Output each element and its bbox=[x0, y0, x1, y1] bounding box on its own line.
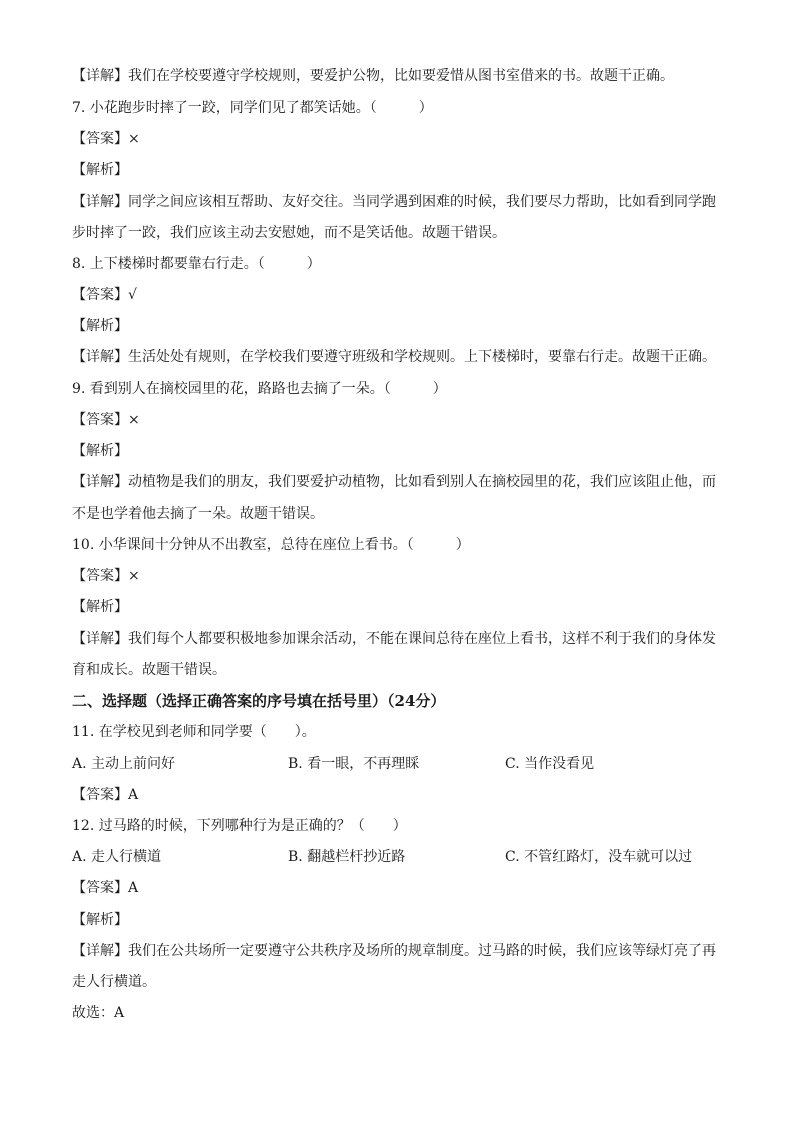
answer-q10: 【答案】× bbox=[72, 568, 140, 584]
question-10: 10. 小华课间十分钟从不出教室，总待在座位上看书。（ ） bbox=[72, 537, 470, 553]
explanation-q12-line1: 【详解】我们在公共场所一定要遵守公共秩序及场所的规章制度。过马路的时候，我们应该等绿灯亮了再 bbox=[72, 943, 716, 959]
q12-option-a: A. 走人行横道 bbox=[72, 849, 162, 865]
answer-q9: 【答案】× bbox=[72, 412, 140, 428]
q11-option-b: B. 看一眼，不再理睬 bbox=[288, 756, 420, 772]
question-9: 9. 看到别人在摘校园里的花，路路也去摘了一朵。（ ） bbox=[72, 381, 447, 397]
question-11: 11. 在学校见到老师和同学要（ ）。 bbox=[72, 724, 316, 740]
answer-q11: 【答案】A bbox=[72, 787, 139, 803]
explanation-q9-line1: 【详解】动植物是我们的朋友，我们要爱护动植物，比如看到别人在摘校园里的花，我们应该阻止他，而 bbox=[72, 474, 716, 490]
analysis-label-q7: 【解析】 bbox=[72, 162, 128, 178]
q11-option-a: A. 主动上前问好 bbox=[72, 756, 176, 772]
analysis-label-q8: 【解析】 bbox=[72, 318, 128, 334]
final-choice-q12: 故选：A bbox=[72, 1005, 125, 1021]
question-12: 12. 过马路的时候，下列哪种行为是正确的？（ ） bbox=[72, 818, 407, 834]
explanation-q10-line1: 【详解】我们每个人都要积极地参加课余活动，不能在课间总待在座位上看书，这样不利于我们的身体发 bbox=[72, 631, 716, 647]
q11-option-c: C. 当作没看见 bbox=[505, 756, 595, 772]
question-7: 7. 小花跑步时摔了一跤，同学们见了都笑话她。（ ） bbox=[72, 100, 433, 116]
explanation-q7-line1: 【详解】同学之间应该相互帮助、友好交往。当同学遇到困难的时候，我们要尽力帮助，比如看到同学跑 bbox=[72, 194, 716, 210]
answer-q12: 【答案】A bbox=[72, 880, 139, 896]
explanation-q9-line2: 不是也学着他去摘了一朵。故题干错误。 bbox=[72, 506, 324, 522]
explanation-q7-line2: 步时摔了一跤，我们应该主动去安慰她，而不是笑话他。故题干错误。 bbox=[72, 225, 506, 241]
answer-q8: 【答案】√ bbox=[72, 287, 137, 303]
analysis-label-q12: 【解析】 bbox=[72, 912, 128, 928]
explanation-q6: 【详解】我们在学校要遵守学校规则，要爱护公物，比如要爱惜从图书室借来的书。故题干正确。 bbox=[72, 68, 674, 84]
q12-option-b: B. 翻越栏杆抄近路 bbox=[288, 849, 406, 865]
explanation-q10-line2: 育和成长。故题干错误。 bbox=[72, 662, 226, 678]
q12-option-c: C. 不管红路灯，没车就可以过 bbox=[505, 849, 693, 865]
analysis-label-q9: 【解析】 bbox=[72, 443, 128, 459]
explanation-q12-line2: 走人行横道。 bbox=[72, 974, 156, 990]
section-heading-choice: 二、选择题（选择正确答案的序号填在括号里）（24分） bbox=[72, 692, 446, 710]
analysis-label-q10: 【解析】 bbox=[72, 599, 128, 615]
answer-q7: 【答案】× bbox=[72, 131, 140, 147]
explanation-q8: 【详解】生活处处有规则，在学校我们要遵守班级和学校规则。上下楼梯时，要靠右行走。故题干正确。 bbox=[72, 349, 716, 365]
question-8: 8. 上下楼梯时都要靠右行走。（ ） bbox=[72, 256, 321, 272]
